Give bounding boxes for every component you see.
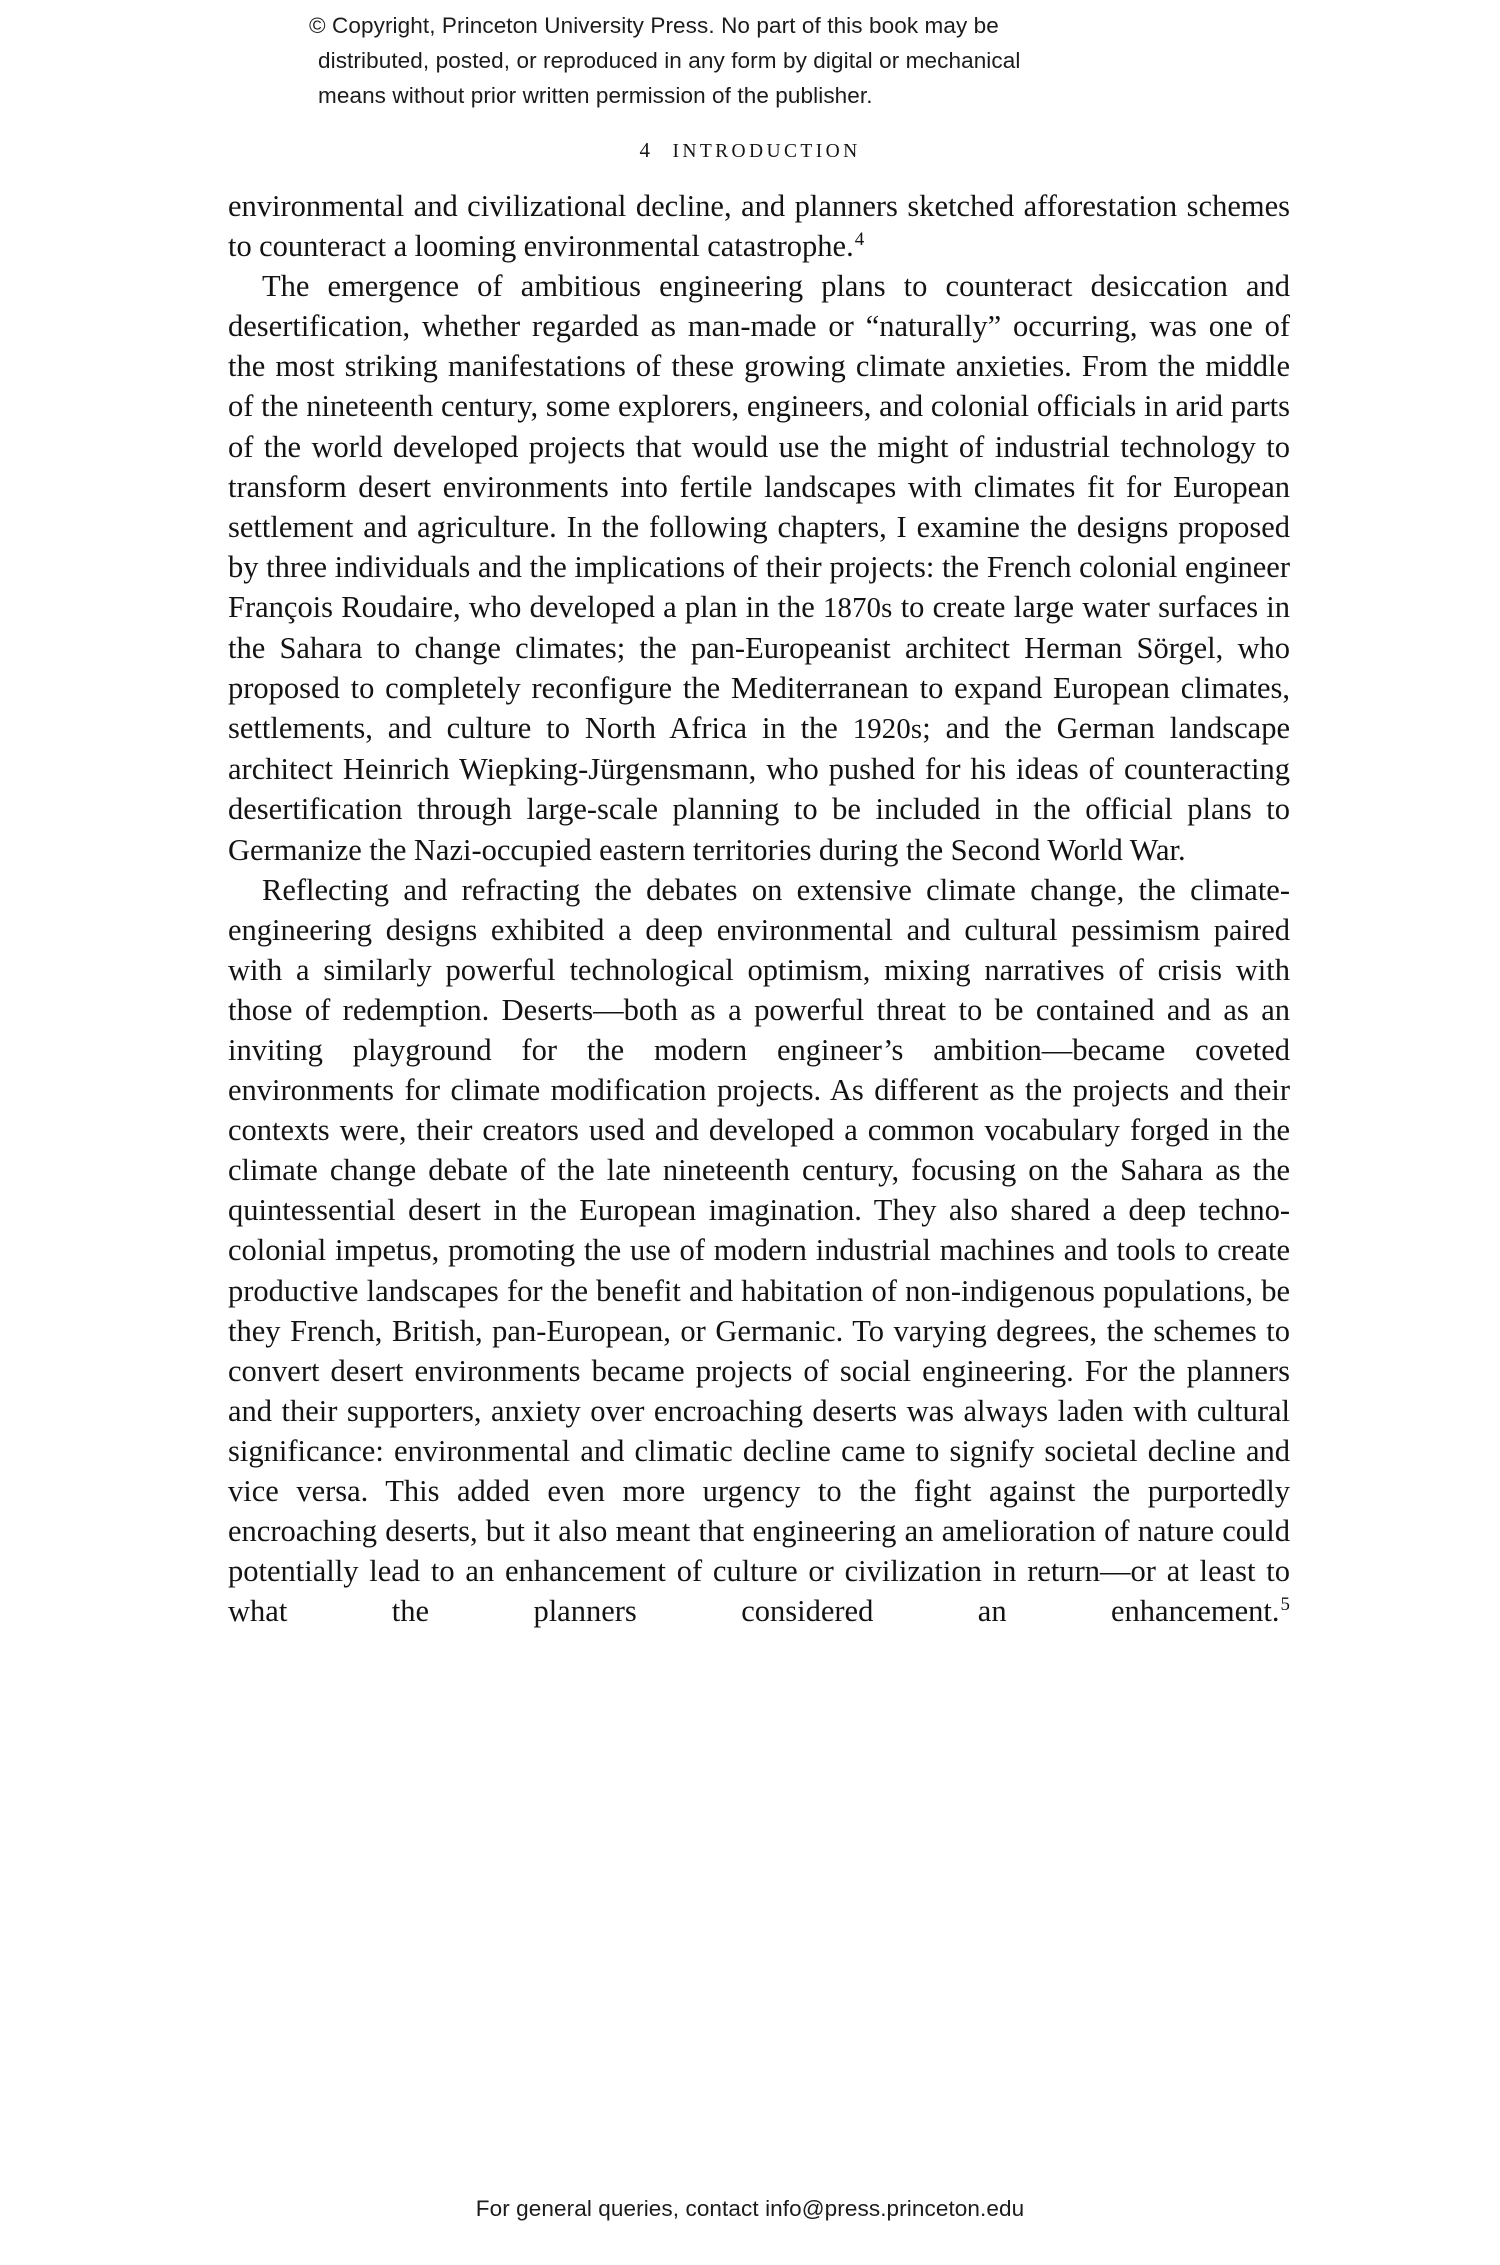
body-text-column [228,186,1290,1671]
page-number: 4 [639,138,651,162]
page-footer [0,2196,1500,2222]
chapter-title: INTRODUCTION [672,141,861,162]
paragraph-continuation-text: environmental and civilizational decline, and planners sketched afforestation schemes to counteract a looming environmental catastrophe. [228,189,1290,264]
footnote-marker-4: 4 [854,228,865,250]
paragraph-continuation [228,186,1290,266]
paragraph-emergence-text-part-1: The emergence of ambitious engineering plans to counteract desiccation and desertification, whether regarded as man-made or “naturally” occurring, was one of the most striking manifestations of these growing climate anxieties. From the middle of the nineteenth century, some explorers, engineers, and colonial officials in arid parts of the world developed projects that would use the might of industrial technology to transform desert environments into fertile landscapes with climates fit for European settlement and agriculture. In the following chapters, I examine the designs proposed by three individuals and the implications of their projects: the French colonial engineer François Roudaire, who developed a plan in the [228,269,1290,624]
copyright-notice-line-2: distributed, posted, or reproduced in any form by digital or mechanical [318,48,1021,73]
paragraph-reflecting [228,870,1290,1672]
paragraph-emergence [228,266,1290,869]
copyright-notice-line-3: means without prior written permission of the publisher. [318,83,873,108]
date-1920s: 1920s [852,713,923,746]
footnote-marker-5: 5 [1280,1594,1290,1616]
paragraph-emergence-text-part-2: to create large water surfaces in the Sahara to change climates; the pan-Europeanist architect Herman Sörgel, who proposed to completely reconfigure the Mediterranean to expand European climates, settlements, and culture to North Africa in the [228,589,1290,746]
copyright-notice-line-1: © Copyright, Princeton University Press. No part of this book may be [309,13,999,38]
running-head [0,138,1500,163]
date-1870s: 1870s [823,591,893,624]
paragraph-emergence-text-part-3: ; and the German landscape architect Heinrich Wiepking-Jürgensmann, who pushed for his ideas of counteracting desertification through large-scale planning to be included in the official plans to Germanize the Nazi-occupied eastern territories during the Second World War. [228,711,1290,867]
page-footer-text: For general queries, contact info@press.princeton.edu [475,2196,1025,2221]
paragraph-reflecting-text: Reflecting and refracting the debates on extensive climate change, the climate-engineering designs exhibited a deep environmental and cultural pessimism paired with a similarly powerful technological optimism, mixing narratives of crisis with those of redemption. Deserts—both as a powerful threat to be contained and as an inviting playground for the modern engineer’s ambition—became coveted environments for climate modification projects. As different as the projects and their contexts were, their creators used and developed a common vocabulary forged in the climate change debate of the late nineteenth century, focusing on the Sahara as the quintessential desert in the European imagination. They also shared a deep techno-colonial impetus, promoting the use of modern industrial machines and tools to create productive landscapes for the benefit and habitation of non-indigenous populations, be they French, British, pan-European, or Germanic. To varying degrees, the schemes to convert desert environments became projects of social engineering. For the planners and their supporters, anxiety over encroaching deserts was always laden with cultural significance: environmental and climatic decline came to signify societal decline and vice versa. This added even more urgency to the fight against the purportedly encroaching deserts, but it also meant that engineering an amelioration of nature could potentially lead to an enhancement of culture or civilization in return—or at least to what the planners considered an enhancement. [228,872,1290,1629]
copyright-notice [309,8,1168,113]
